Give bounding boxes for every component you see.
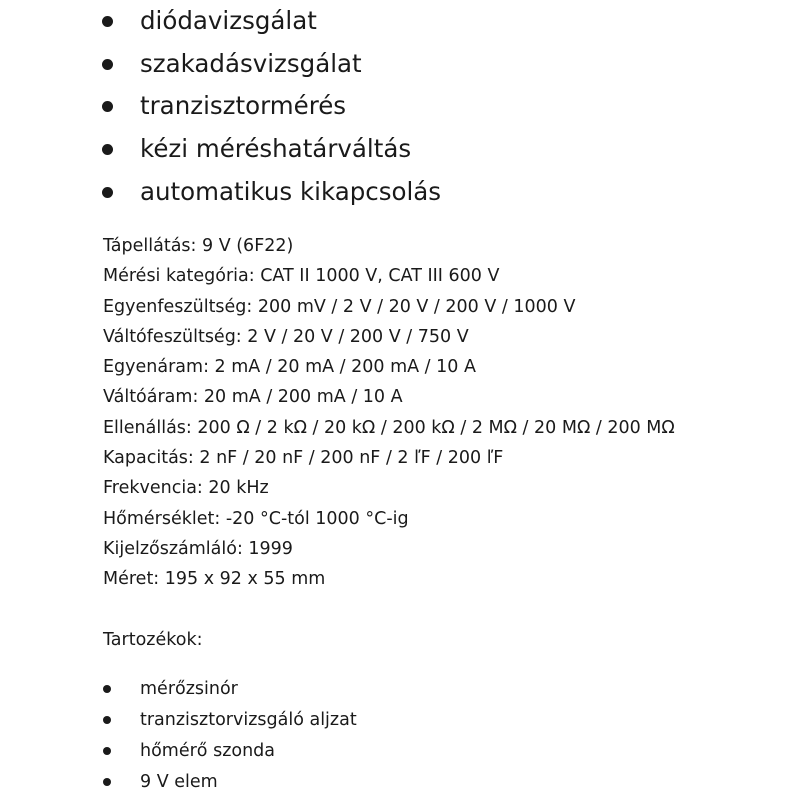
spec-display-count: Kijelzőszámláló: 1999 xyxy=(103,538,293,559)
spec-power: Tápellátás: 9 V (6F22) xyxy=(103,236,294,256)
spec-size: Méret: 195 x 92 x 55 mm xyxy=(103,569,326,590)
accessory-text: mérőzsinór xyxy=(140,679,238,699)
spec-temperature: Hőmérséklet: -20 °C-tól 1000 °C-ig xyxy=(103,508,409,529)
bullet-icon xyxy=(102,59,113,70)
bullet-icon xyxy=(102,144,113,155)
feature-text: tranzisztormérés xyxy=(140,91,347,120)
spec-dc-current: Egyenáram: 2 mA / 20 mA / 200 mA / 10 A xyxy=(103,357,476,378)
specifications xyxy=(103,231,675,595)
bullet-icon xyxy=(102,16,113,27)
bullet-icon xyxy=(103,685,111,693)
accessories-title: Tartozékok: xyxy=(103,630,203,650)
bullet-icon xyxy=(103,716,111,724)
spec-ac-current: Váltóáram: 20 mA / 200 mA / 10 A xyxy=(103,387,403,408)
feature-text: automatikus kikapcsolás xyxy=(140,177,442,206)
spec-dc-voltage: Egyenfeszültség: 200 mV / 2 V / 20 V / 200 V / 1000 V xyxy=(103,296,576,317)
accessory-text: 9 V elem xyxy=(140,772,218,792)
spec-resistance: Ellenállás: 200 Ω / 2 kΩ / 20 kΩ / 200 kΩ / 2 MΩ / 20 MΩ / 200 MΩ xyxy=(103,417,675,438)
bullet-icon xyxy=(103,778,111,786)
spec-ac-voltage: Váltófeszültség: 2 V / 20 V / 200 V / 750 V xyxy=(103,326,469,347)
feature-text: kézi méréshatárváltás xyxy=(140,134,412,163)
spec-capacitance: Kapacitás: 2 nF / 20 nF / 200 nF / 2 ľF / 200 ľF xyxy=(103,448,504,469)
accessory-text: hőmérő szonda xyxy=(140,741,276,761)
spec-category: Mérési kategória: CAT II 1000 V, CAT III 600 V xyxy=(103,266,500,287)
spec-frequency: Frekvencia: 20 kHz xyxy=(103,478,269,499)
bullet-icon xyxy=(102,101,113,112)
bullet-icon xyxy=(103,747,111,755)
accessory-text: tranzisztorvizsgáló aljzat xyxy=(140,710,357,730)
feature-text: szakadásvizsgálat xyxy=(140,49,362,78)
feature-text: diódavizsgálat xyxy=(140,6,317,35)
bullet-icon xyxy=(102,187,113,198)
